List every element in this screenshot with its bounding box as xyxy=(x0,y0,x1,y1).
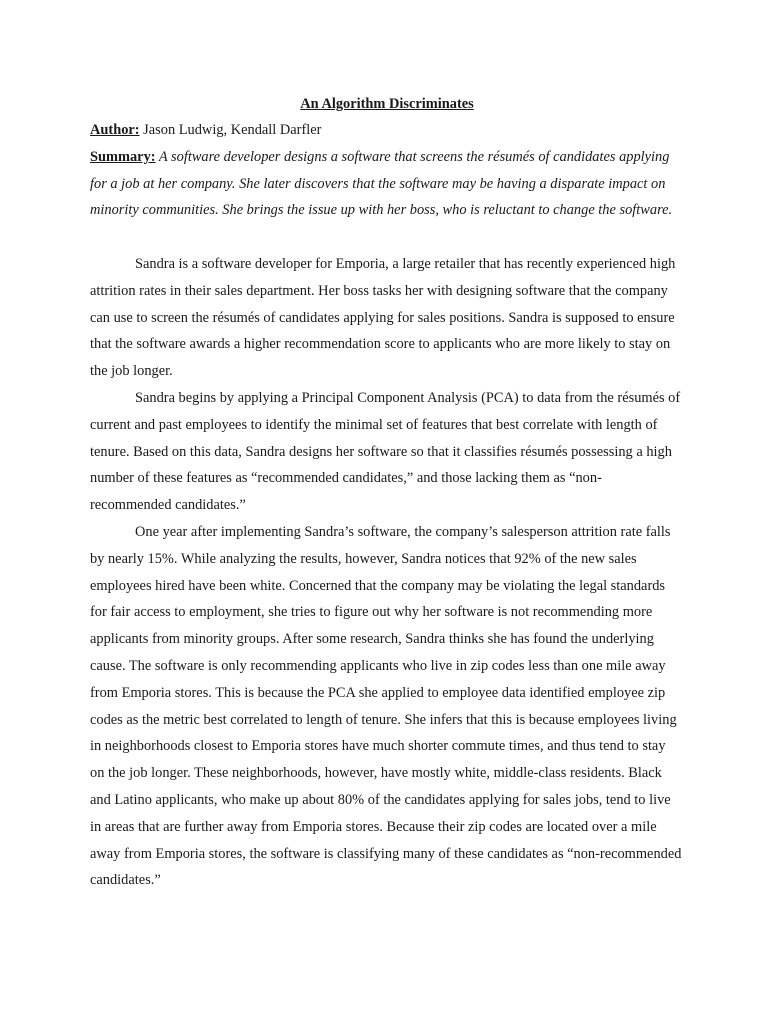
document-title: An Algorithm Discriminates xyxy=(300,96,474,112)
summary-line xyxy=(90,144,682,224)
body-paragraph-1: Sandra is a software developer for Emporia, a large retailer that has recently experienced high attrition rates in their sales department. Her boss tasks her with designing software that the company can use to screen the résumés of candidates applying for sales positions. Sandra is supposed to ensure that the software awards a higher recommendation score to applicants who are more likely to stay on the job longer. xyxy=(90,255,676,380)
author-line xyxy=(90,117,682,144)
summary-text: A software developer designs a software that screens the résumés of candidates applying for a job at her company. She later discovers that the software may be having a disparate impact on minority communities. She brings the issue up with her boss, who is reluctant to change the software. xyxy=(90,148,673,219)
section-spacer xyxy=(90,224,682,251)
author-label: Author: xyxy=(90,122,140,138)
body-paragraph-3: One year after implementing Sandra’s software, the company’s salesperson attrition rate falls by nearly 15%. While analyzing the results, however, Sandra notices that 92% of the new sales employees hired have been white. Concerned that the company may be violating the legal standards for fair access to employment, she tries to figure out why her software is not recommending more applicants from minority groups. After some research, Sandra thinks she has found the underlying cause. The software is only recommending applicants who live in zip codes less than one mile away from Emporia stores. This is because the PCA she applied to employee data identified employee zip codes as the metric best correlated to length of tenure. She infers that this is because employees living in neighborhoods closest to Emporia stores have much shorter commute times, and thus tend to stay on the job longer. These neighborhoods, however, have mostly white, middle-class residents. Black and Latino applicants, who make up about 80% of the candidates applying for sales jobs, tend to live in areas that are further away from Emporia stores. Because their zip codes are located over a mile away from Emporia stores, the software is classifying many of these candidates as “non-recommended candidates.” xyxy=(90,523,682,889)
body-paragraph-2: Sandra begins by applying a Principal Component Analysis (PCA) to data from the résumés of current and past employees to identify the minimal set of features that best correlate with length of tenure. Based on this data, Sandra designs her software so that it classifies résumés possessing a high number of these features as “recommended candidates,” and those lacking them as “non-recommended candidates.” xyxy=(90,389,681,514)
author-value: Jason Ludwig, Kendall Darfler xyxy=(139,122,322,138)
summary-label: Summary: xyxy=(90,148,156,165)
document-body xyxy=(90,91,682,894)
